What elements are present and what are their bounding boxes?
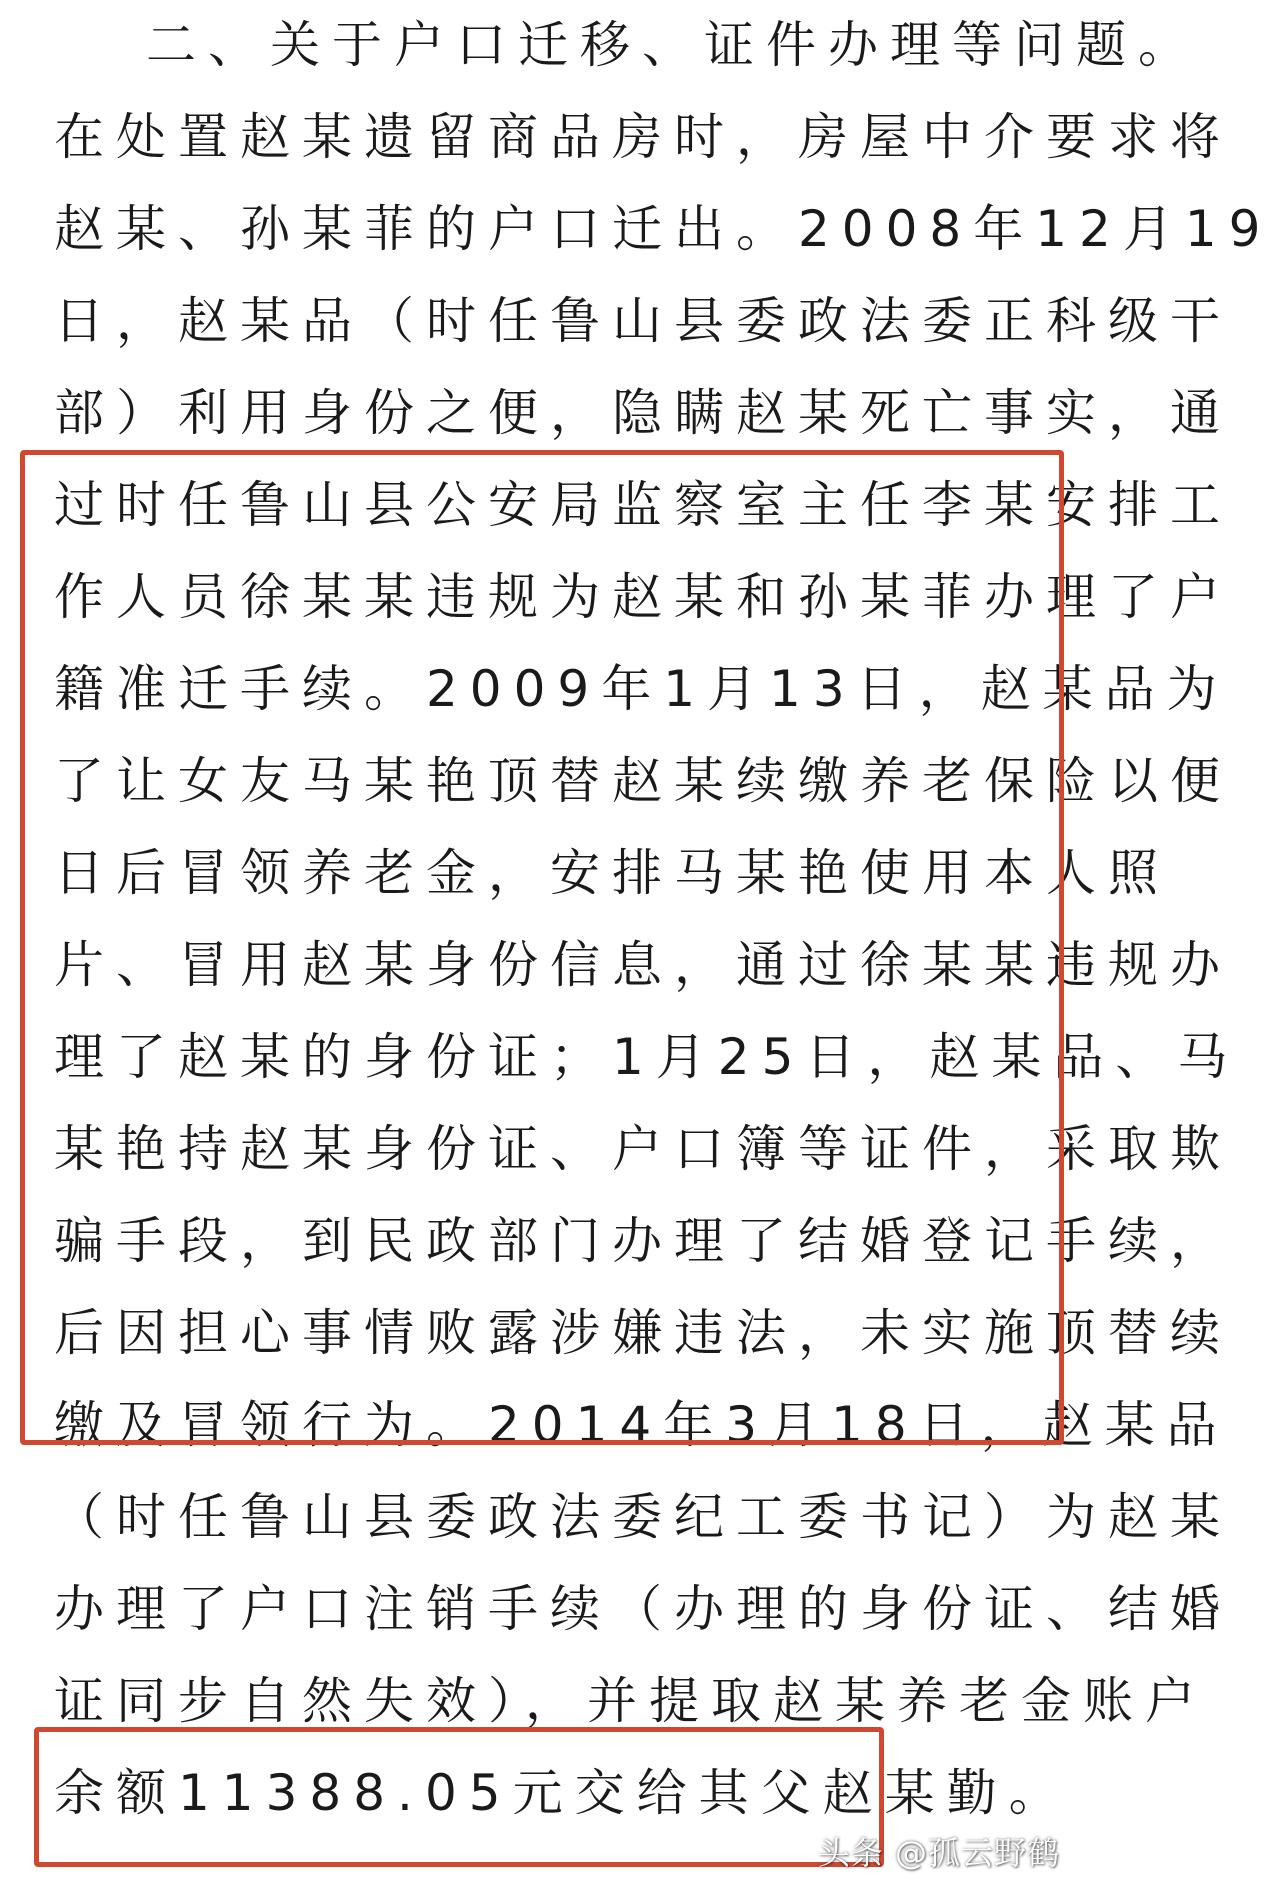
section-heading: 二、关于户口迁移、证件办理等问题。	[146, 16, 1200, 74]
text-line: 缴及冒领行为。2014年3月18日，赵某品	[54, 1396, 1229, 1454]
text-line: 作人员徐某某违规为赵某和孙某菲办理了户	[54, 568, 1232, 626]
highlight-box-main	[20, 450, 1240, 1445]
text-line: 赵某、孙某菲的户口迁出。2008年12月19	[54, 200, 1273, 258]
text-line: 片、冒用赵某身份信息，通过徐某某违规办	[54, 936, 1232, 994]
text-line: 后因担心事情败露涉嫌违法，未实施顶替续	[54, 1304, 1232, 1362]
text-line: 籍准迁手续。2009年1月13日，赵某品为	[54, 660, 1229, 718]
text-line: 办理了户口注销手续（办理的身份证、结婚	[54, 1580, 1232, 1638]
text-line: 过时任鲁山县公安局监察室主任李某安排工	[54, 476, 1232, 534]
highlight-box-amount	[34, 1727, 884, 1867]
text-line: 了让女友马某艳顶替赵某续缴养老保险以便	[54, 752, 1232, 810]
text-line: 部）利用身份之便，隐瞒赵某死亡事实，通	[54, 384, 1232, 442]
text-line: 某艳持赵某身份证、户口簿等证件，采取欺	[54, 1120, 1232, 1178]
text-line: 日，赵某品（时任鲁山县委政法委正科级干	[54, 292, 1232, 350]
text-line: 证同步自然失效），并提取赵某养老金账户	[54, 1672, 1207, 1730]
watermark: 头条 @孤云野鹤	[817, 1834, 1060, 1872]
text-line: 骗手段，到民政部门办理了结婚登记手续，	[54, 1212, 1232, 1270]
text-line: 余额11388.05元交给其父赵某勤。	[54, 1764, 1071, 1822]
text-line: 理了赵某的身份证；1月25日，赵某品、马	[54, 1028, 1240, 1086]
text-line: （时任鲁山县委政法委纪工委书记）为赵某	[54, 1488, 1232, 1546]
text-line: 在处置赵某遗留商品房时，房屋中介要求将	[54, 108, 1232, 166]
text-line: 日后冒领养老金，安排马某艳使用本人照	[54, 844, 1170, 902]
